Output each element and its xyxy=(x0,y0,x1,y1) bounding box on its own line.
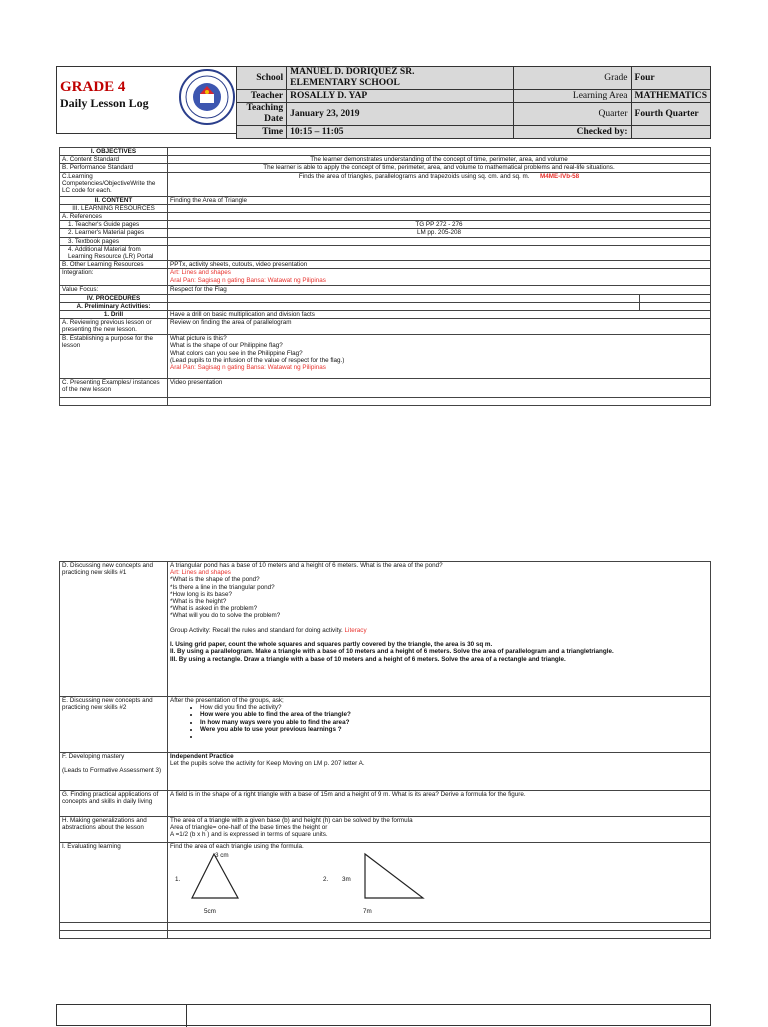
triangle-1-height: 3 cm xyxy=(215,852,229,860)
quarter-value: Fourth Quarter xyxy=(631,103,710,126)
lesson-plan-table-2 xyxy=(59,561,711,939)
triangle-2-shape xyxy=(363,852,425,900)
grade-title: GRADE 4 xyxy=(60,79,126,95)
content-standard: The learner demonstrates understanding of the concept of time, perimeter, area, and volume xyxy=(168,156,711,164)
competencies-label: C.Learning Competencies/ObjectiveWrite the LC code for each. xyxy=(60,172,168,196)
lm-pages: LM pp. 205-208 xyxy=(168,229,711,237)
grade-value: Four xyxy=(631,67,710,90)
generalizations-label: H. Making generalizations and abstractions about the lesson xyxy=(60,817,168,843)
lesson-plan-table-1 xyxy=(59,147,711,406)
content-standard-label: A. Content Standard xyxy=(60,156,168,164)
school-value: MANUEL D. DORIQUEZ SR. ELEMENTARY SCHOOL xyxy=(287,67,514,90)
grade-label: Grade xyxy=(514,67,631,90)
integration-label: Integration: xyxy=(60,269,168,286)
competencies: Finds the area of triangles, parallelograms and trapezoids using sq. cm. and sq. m. M4ME-IVb-58 xyxy=(168,172,711,196)
reviewing: Review on finding the area of parallelogram xyxy=(168,319,711,335)
purpose-label: B. Establishing a purpose for the lesson xyxy=(60,335,168,379)
textbook-label: 3. Textbook pages xyxy=(60,237,168,245)
drill: Have a drill on basic multiplication and division facts xyxy=(168,311,711,319)
time-value: 10:15 – 11:05 xyxy=(287,126,514,139)
learning-area-label: Learning Area xyxy=(514,90,631,103)
checked-by-value xyxy=(631,126,710,139)
practical-applications-label: G. Finding practical applications of concepts and skills in daily living xyxy=(60,791,168,817)
triangle-1-base: 5cm xyxy=(204,908,216,916)
discussing-1: A triangular pond has a base of 10 meters and a height of 6 meters. What is the area of the pond? Art: Lines and shapes *What is the shape of the pond? *Is there a line in the triangular pond? *How long is its base? *What is the height? *What is asked in the problem? *What will you do to solve the problem? Group Activity: Recall the rules and standard for doing activity. Literacy I. Using grid paper, count the whole squares and squares partly covered by the triangle, the area is 30 sq m. II. By using a parallelogram. Make a triangle with a base of 10 meters and a height of 6 meters. Solve the area of parallelogram and a triangletriangle. III. By using a rectangle. Draw a triangle with a base of 10 meters and a height of 6 meters. Solve the area of a rectangle and triangle. xyxy=(168,562,711,697)
purpose: What picture is this? What is the shape of our Philippine flag? What colors can you see in the Philippine Flag? (Lead pupils to the infusion of the value of respect for the flag.) Aral Pan: Sagisag n gating Bansa: Watawat ng Pilipinas xyxy=(168,335,711,379)
references-label: A. References xyxy=(60,213,168,221)
tg-pages: TG PP 272 - 276 xyxy=(168,221,711,229)
other-resources: PPTx, activity sheets, cutouts, video presentation xyxy=(168,261,711,269)
evaluating: Find the area of each triangle using the formula. 1. 3 cm 5cm 2. 3m 7m xyxy=(168,843,711,923)
time-label: Time xyxy=(237,126,287,139)
competency-code: M4ME-IVb-58 xyxy=(539,172,580,180)
triangle-2-number: 2. xyxy=(323,876,329,884)
preliminary-heading: A. Preliminary Activities: xyxy=(60,302,168,310)
integration: Art: Lines and shapes Aral Pan: Sagisag n gating Bansa: Watawat ng Pilipinas xyxy=(168,269,711,286)
generalizations: The area of a triangle with a given base (b) and height (h) can be solved by the formula Area of triangle= one-half of the base times the height or A =1/2 (b x h ) and is expressed in terms of square units. xyxy=(168,817,711,843)
teaching-date-label: Teaching Date xyxy=(237,103,287,126)
triangle-1-number: 1. xyxy=(175,876,181,884)
performance-standard-label: B. Performance Standard xyxy=(60,164,168,172)
content-heading: II. CONTENT xyxy=(60,196,168,204)
developing-mastery-label: F. Developing mastery (Leads to Formative Assessment 3) xyxy=(60,753,168,791)
discussing-2: After the presentation of the groups, ask; • How did you find the activity? • How were you able to find the area of the triangle? • In how many ways were you able to find the area? • Were you able to use your previous learnings ? • xyxy=(168,697,711,753)
teaching-date-value: January 23, 2019 xyxy=(287,103,514,126)
lm-label: 2. Learner's Material pages xyxy=(60,229,168,237)
triangle-2-height: 3m xyxy=(342,876,351,884)
tg-label: 1. Teacher's Guide pages xyxy=(60,221,168,229)
additional-label: 4. Additional Material from Learning Resource (LR) Portal xyxy=(60,245,168,260)
evaluating-label: I. Evaluating learning xyxy=(60,843,168,923)
value-focus: Respect for the Flag xyxy=(168,286,711,294)
presenting-label: C. Presenting Examples/ instances of the new lesson xyxy=(60,379,168,398)
presenting: Video presentation xyxy=(168,379,711,398)
quarter-label: Quarter xyxy=(514,103,631,126)
triangle-figures xyxy=(170,850,708,916)
practical-applications: A field is in the shape of a right triangle with a base of 15m and a height of 9 m. What is its area? Derive a formula for the figure. xyxy=(168,791,711,817)
content-value: Finding the Area of Triangle xyxy=(168,196,711,204)
reviewing-label: A. Reviewing previous lesson or presenting the new lesson. xyxy=(60,319,168,335)
developing-mastery: Independent Practice Let the pupils solve the activity for Keep Moving on LM p. 207 letter A. xyxy=(168,753,711,791)
discussing-2-label: E. Discussing new concepts and practicing new skills #2 xyxy=(60,697,168,753)
value-focus-label: Value Focus: xyxy=(60,286,168,294)
objectives-heading: I. OBJECTIVES xyxy=(60,148,168,156)
teacher-value: ROSALLY D. YAP xyxy=(287,90,514,103)
lesson-plan-table-3 xyxy=(56,1004,711,1026)
school-label: School xyxy=(237,67,287,90)
deped-seal-icon xyxy=(178,68,236,126)
daily-lesson-log-title: Daily Lesson Log xyxy=(60,96,149,110)
procedures-heading: IV. PROCEDURES xyxy=(60,294,168,302)
learning-area-value: MATHEMATICS xyxy=(631,90,710,103)
drill-heading: 1. Drill xyxy=(60,311,168,319)
checked-by-label: Checked by: xyxy=(514,126,631,139)
discussing-1-label: D. Discussing new concepts and practicing new skills #1 xyxy=(60,562,168,697)
resources-heading: III. LEARNING RESOURCES xyxy=(60,204,168,212)
performance-standard: The learner is able to apply the concept of time, perimeter, area, and volume to mathematical problems and real-life situations. xyxy=(168,164,711,172)
other-resources-label: B. Other Learning Resources xyxy=(60,261,168,269)
header-info-table xyxy=(236,66,711,139)
triangle-2-base: 7m xyxy=(363,908,372,916)
teacher-label: Teacher xyxy=(237,90,287,103)
